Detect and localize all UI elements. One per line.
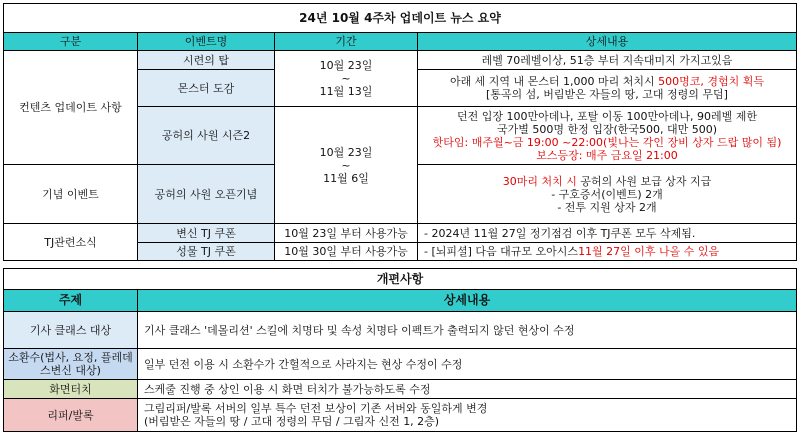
change-topic-reaper-balrog: 리퍼/발록	[3, 398, 138, 432]
detail-void-boss: 보스등장: 매주 금요일 21:00	[536, 148, 678, 162]
header-period: 기간	[274, 32, 418, 51]
detail-monster-dogam	[417, 69, 797, 107]
event-trial-tower: 시련의 탑	[137, 50, 275, 70]
period-2-tilde: ~	[341, 158, 351, 172]
change-detail-touch: 스케줄 진행 중 상인 이용 시 화면 터치가 불가능하도록 수정	[137, 379, 797, 399]
detail-void-temple-open	[417, 164, 797, 224]
period-tj-2: 10월 30일 부터 사용가능	[274, 242, 418, 261]
change-reaper-line2: (버림받은 자들의 땅 / 고대 정령의 무덤 / 그림자 신전 1, 2층)	[144, 415, 440, 428]
detail-void-line1: 던전 입장 100만아데나, 포탈 이동 100만아데나, 90레벨 제한	[457, 109, 757, 123]
detail-dogam-line2: [통곡의 섬, 버림받은 자들의 땅, 고대 정령의 무덤]	[486, 88, 728, 101]
period-1-end: 11월 13일	[319, 85, 373, 98]
change-detail-summon: 일부 던전 이용 시 소환수가 간헐적으로 사라지는 현상 수정이 수정	[137, 348, 797, 380]
period-tj-1: 10월 23일 부터 사용가능	[274, 223, 418, 243]
event-tj-relic-coupon: 성물 TJ 쿠폰	[137, 242, 275, 261]
event-void-temple-s2: 공허의 사원 시즌2	[137, 106, 275, 165]
header-category: 구분	[3, 32, 138, 51]
period-2-start: 10월 23일	[319, 145, 373, 159]
changes-header-topic: 주제	[3, 289, 138, 312]
detail-void-line2: 국가별 500명 한정 입장(한국500, 대만 500)	[496, 122, 718, 136]
period-1	[274, 50, 418, 107]
detail-open-line2: - 구호증서(이벤트) 2개	[551, 187, 663, 201]
period-1-start: 10월 23일	[319, 59, 373, 72]
detail-void-temple-s2	[417, 106, 797, 165]
change-detail-knight: 기사 클래스 '데몰리션' 스킬에 치명타 및 속성 치명타 이펙트가 출력되지 않던 현상이 수정	[137, 311, 797, 349]
header-details: 상세내용	[417, 32, 797, 51]
detail-tj-1: - 2024년 11월 27일 정기점검 이후 TJ쿠폰 모두 삭제됨.	[417, 223, 797, 243]
detail-tj-2: - [뇌피셜] 다음 대규모 오아시스 11월 27일 이후 나올 수 있음	[417, 242, 797, 261]
dogam-reward-highlight: 500명코, 경험치 획득	[658, 75, 765, 88]
detail-void-hottime: 핫타임: 매주월~금 19:00 ~22:00(빛나는 각인 장비 상자 드랍 많이 됨)	[432, 135, 782, 149]
detail-dogam-line1: 아래 세 지역 내 몬스터 1,000 마리 처치시 500명코, 경험치 획득	[449, 75, 765, 88]
change-topic-knight: 기사 클래스 대상	[3, 311, 138, 349]
changes-title: 개편사항	[3, 268, 797, 290]
category-content-update: 컨텐츠 업데이트 사항	[3, 50, 138, 165]
event-tj-transform-coupon: 변신 TJ 쿠폰	[137, 223, 275, 243]
period-1-tilde: ~	[341, 72, 351, 85]
header-event: 이벤트명	[137, 32, 275, 51]
detail-open-line3: - 전투 지원 상자 2개	[557, 200, 657, 214]
changes-header-details: 상세내용	[137, 289, 797, 312]
open-kill-highlight: 30마리 처치 시	[502, 174, 577, 188]
period-2-end: 11월 6일	[323, 171, 369, 185]
change-reaper-line1: 그림리퍼/발록 서버의 일부 특수 던전 보상이 기존 서버와 동일하게 변경	[144, 402, 488, 415]
category-tj-news: TJ관련소식	[3, 223, 138, 261]
category-anniversary-event: 기념 이벤트	[3, 164, 138, 224]
event-monster-dogam: 몬스터 도감	[137, 69, 275, 107]
detail-open-line1: 30마리 처치 시 공허의 사원 보급 상자 지급	[502, 174, 712, 188]
period-2	[274, 106, 418, 224]
change-detail-reaper-balrog	[137, 398, 797, 432]
detail-trial-tower: 레벨 70레벨이상, 51층 부터 지속대미지 가지고있음	[417, 50, 797, 70]
event-void-temple-open: 공허의 사원 오픈기념	[137, 164, 275, 224]
news-title: 24년 10월 4주차 업데이트 뉴스 요약	[3, 3, 797, 33]
change-topic-touch: 화면터치	[3, 379, 138, 399]
tj-date-highlight: 11월 27일 이후 나올 수 있음	[578, 245, 720, 258]
change-topic-summon: 소환수(법사, 요정, 플레데스변신 대상)	[3, 348, 138, 380]
